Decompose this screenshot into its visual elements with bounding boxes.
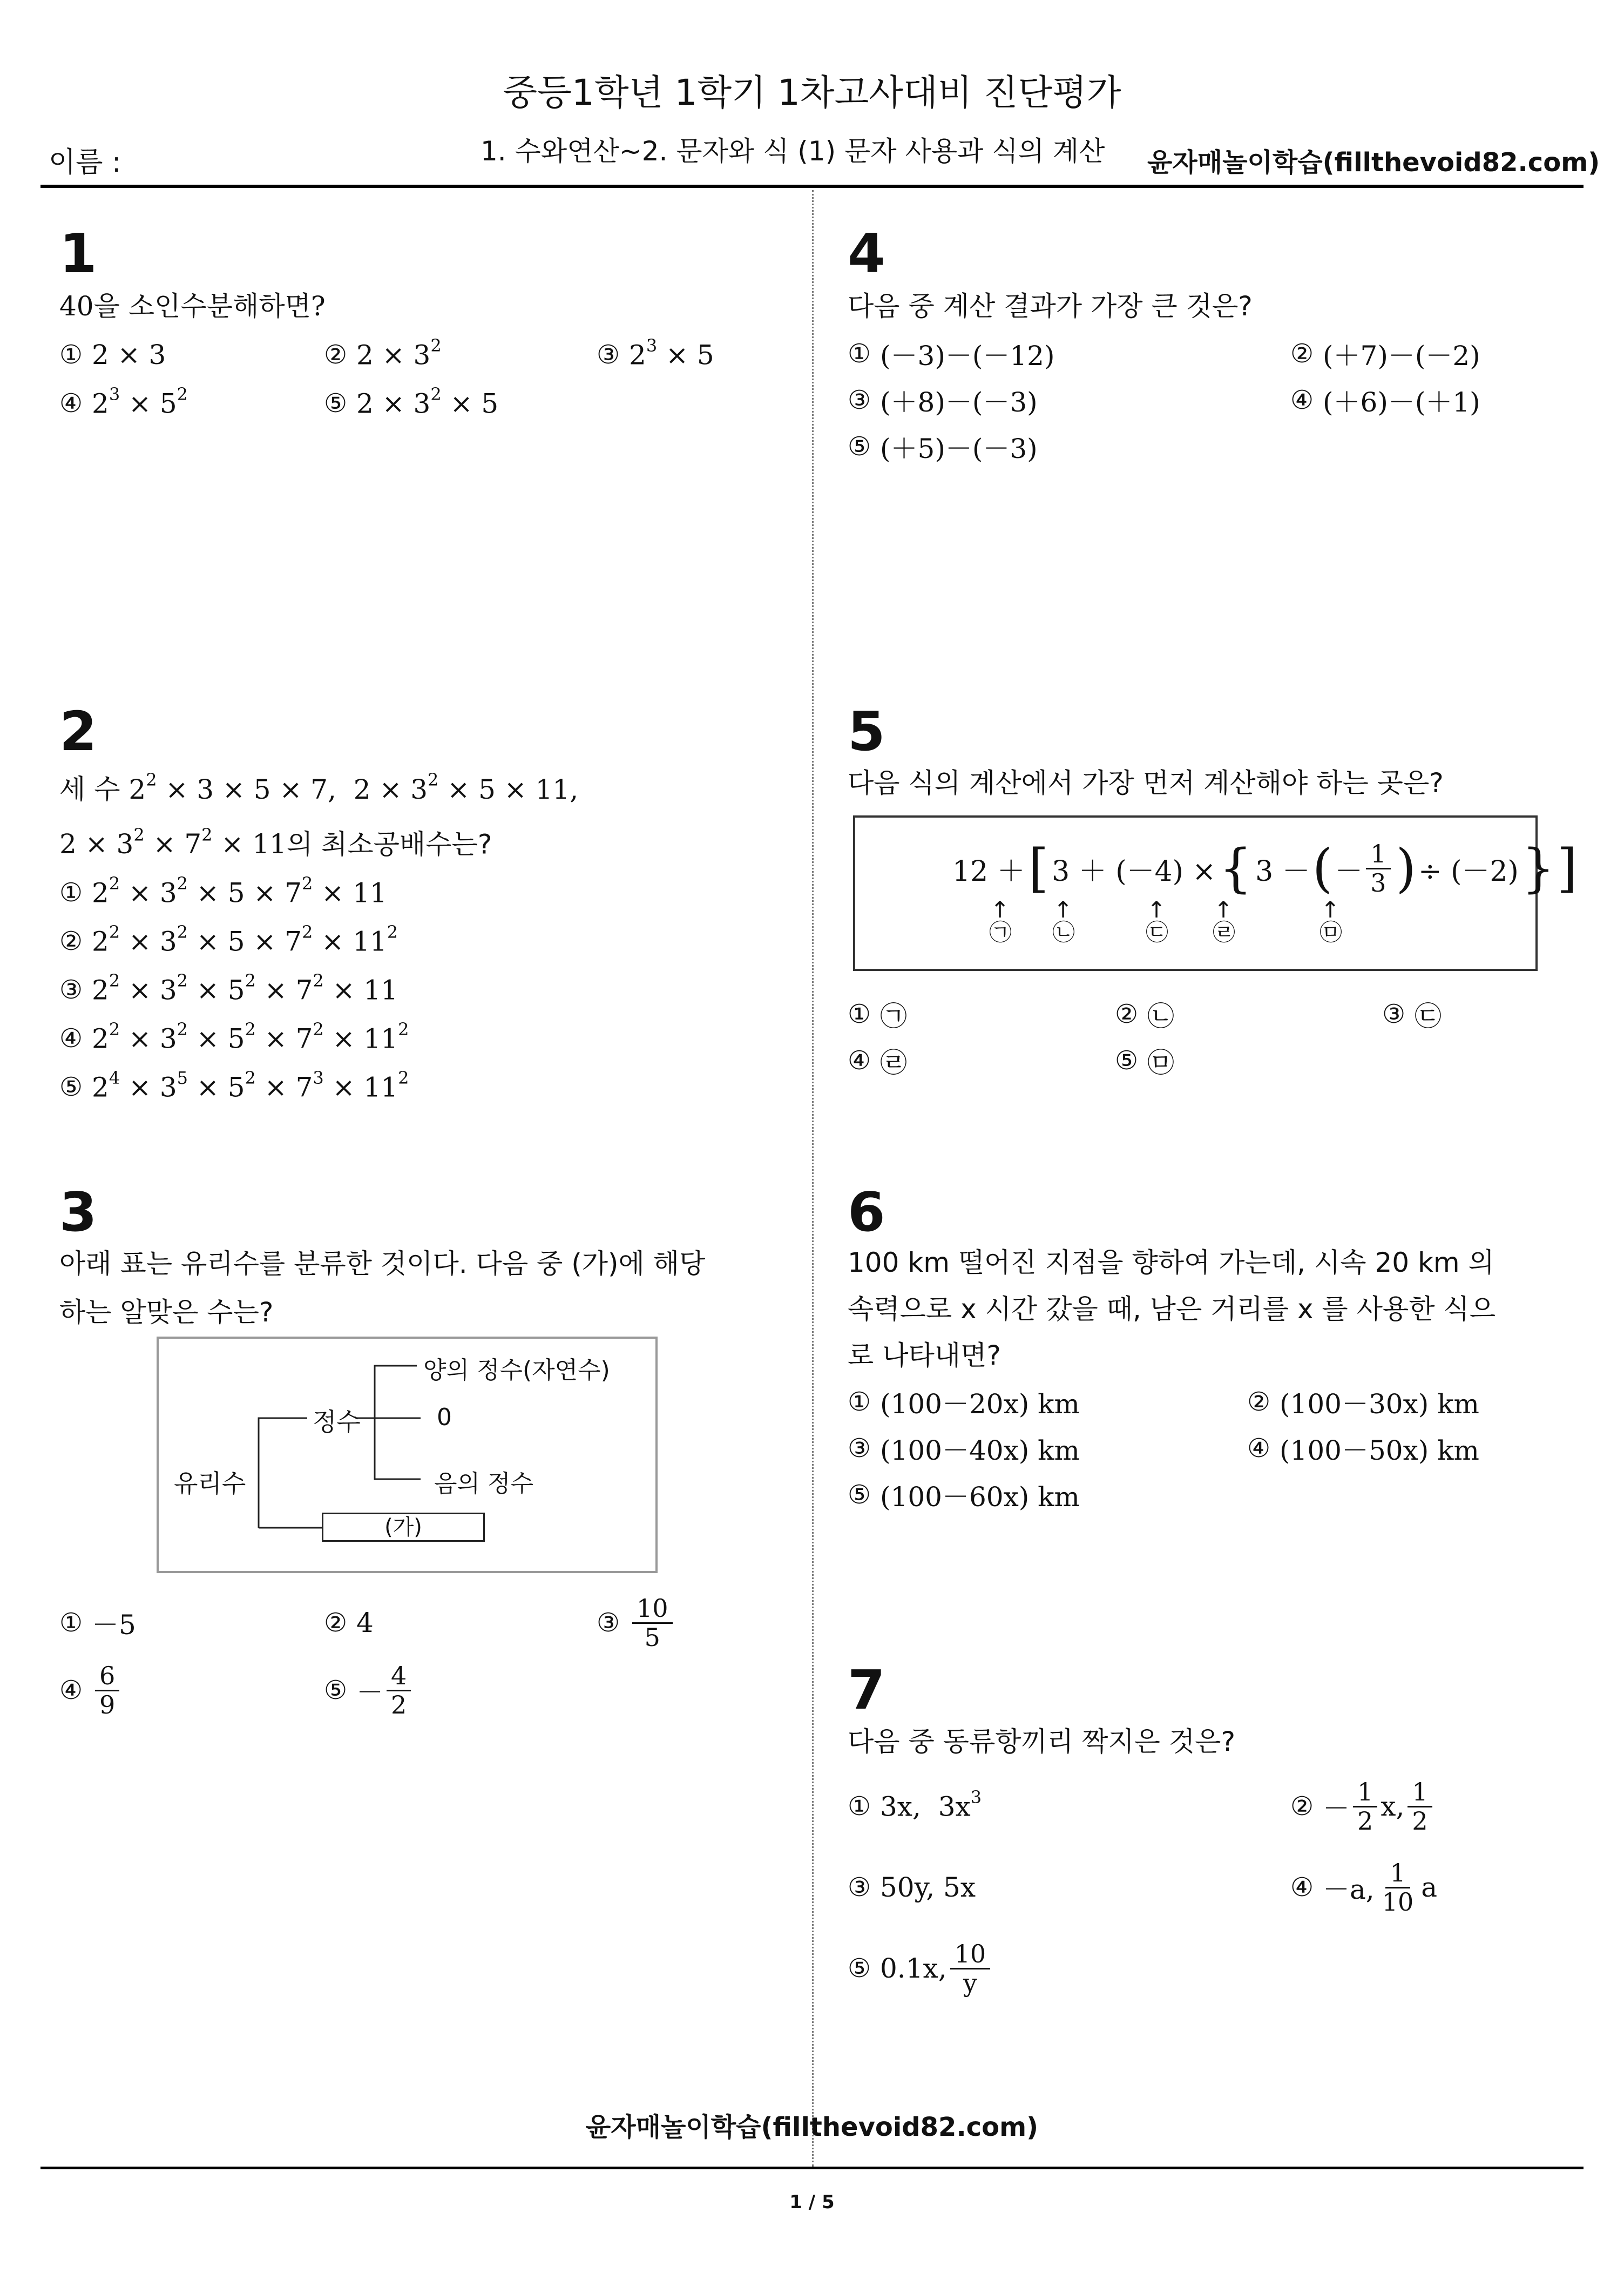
- question-text: 다음 식의 계산에서 가장 먼저 계산해야 하는 곳은?: [848, 767, 1444, 799]
- question-text: 다음 중 계산 결과가 가장 큰 것은?: [848, 291, 1253, 322]
- arrow-label-1: ↑ ㉠: [989, 896, 1012, 946]
- question-number: 7: [848, 1658, 885, 1722]
- options-row: [848, 330, 1480, 377]
- question-2: [59, 700, 579, 1111]
- option-3[interactable]: ③ (＋8)－(－3): [848, 385, 1038, 418]
- question-number: 3: [59, 1181, 97, 1244]
- node-positive-integer: 양의 정수(자연수): [423, 1357, 610, 1384]
- option-3[interactable]: ③ ㉢: [1382, 999, 1442, 1032]
- option-2[interactable]: ② － $\frac{1}{2}$ x, $\frac{1}{2}$: [1290, 1778, 1436, 1834]
- question-7: [848, 1658, 1438, 2009]
- option-5[interactable]: ⑤ (100－60x) km: [848, 1480, 1080, 1513]
- question-text-line2: 하는 알맞은 수는?: [59, 1297, 274, 1328]
- question-number: 1: [59, 222, 97, 285]
- option-4[interactable]: ④ $\frac{6}{9}$: [59, 1662, 324, 1718]
- option-2[interactable]: ② (＋7)－(－2): [1290, 339, 1480, 372]
- question-text: 40을 소인수분해하면?: [59, 291, 326, 322]
- question-4: [848, 222, 1480, 470]
- option-2[interactable]: ② (100－30x) km: [1247, 1387, 1479, 1420]
- options-row: [848, 1379, 1496, 1425]
- options-row: [848, 1425, 1496, 1472]
- page-number: 1 / 5: [789, 2191, 835, 2213]
- column-divider: [812, 190, 814, 2167]
- question-5-options: [848, 991, 1442, 1084]
- option-2[interactable]: ② 4: [324, 1607, 374, 1638]
- option-4[interactable]: ④ ㉣: [848, 1045, 907, 1078]
- expression: 12 ＋ [ 3 ＋ (－4) × { 3 － ( － $\frac{1}{3}$ ) ÷ (－2) } ]: [952, 838, 1578, 899]
- option-3[interactable]: ③ 50y, 5x: [848, 1872, 976, 1903]
- node-negative-integer: 음의 정수: [434, 1470, 534, 1497]
- question-number: 5: [848, 700, 885, 763]
- options-row: [848, 377, 1480, 423]
- brand-header: 윤자매놀이학습(fillthevoid82.com): [1147, 147, 1600, 178]
- question-3-options: [59, 1590, 676, 1725]
- question-number: 4: [848, 222, 885, 285]
- options-row: [848, 1766, 1437, 1847]
- option-5[interactable]: ⑤ $2 \times 3^2 \times 5$: [324, 384, 499, 420]
- option-2[interactable]: ② $2 \times 3^2$: [324, 335, 442, 371]
- arrow-label-2: ↑ ㉡: [1052, 896, 1075, 946]
- option-1[interactable]: ① (－3)－(－12): [848, 339, 1055, 372]
- node-integer: 정수: [313, 1407, 361, 1436]
- question-text-line3: 로 나타내면?: [848, 1340, 1001, 1371]
- option-3[interactable]: ③ $2^2 \times 3^2 \times 5^2 \times 7^2 \times 11$: [59, 970, 398, 1007]
- node-blank-ga: (가): [322, 1513, 485, 1542]
- option-5[interactable]: ⑤ ㉤: [1115, 1045, 1174, 1078]
- option-2[interactable]: ② $2^2 \times 3^2 \times 5 \times 7^2 \times 11^2$: [59, 922, 398, 958]
- name-label: 이름 :: [49, 146, 121, 179]
- page-title: 중등1학년 1학기 1차고사대비 진단평가: [503, 72, 1121, 113]
- arrow-label-4: ↑ ㉣: [1213, 896, 1236, 946]
- options-row: [59, 1590, 676, 1655]
- question-text-line1: 세 수 $2^2 \times 3 \times 5 \times 7$, $2 \times 3^2 \times 5 \times 11$,: [59, 770, 579, 805]
- options-row: [59, 379, 714, 428]
- options-row: [59, 330, 714, 379]
- question-6: [848, 1181, 1496, 1518]
- option-5[interactable]: ⑤ (＋5)－(－3): [848, 431, 1038, 464]
- option-1[interactable]: ① ㉠: [848, 999, 907, 1032]
- question-number: 6: [848, 1181, 885, 1244]
- question-1: [59, 222, 714, 428]
- option-4[interactable]: ④ $2^2 \times 3^2 \times 5^2 \times 7^2 \times 11^2$: [59, 1019, 409, 1055]
- option-4[interactable]: ④ (＋6)－(＋1): [1290, 385, 1480, 418]
- question-text-line1: 100 km 떨어진 지점을 향하여 가는데, 시속 20 km 의: [848, 1247, 1494, 1278]
- option-1[interactable]: ① $2^2 \times 3^2 \times 5 \times 7^2 \times 11$: [59, 873, 387, 909]
- page-subtitle: 1. 수와연산~2. 문자와 식 (1) 문자 사용과 식의 계산: [481, 136, 1105, 167]
- options-row: [848, 1037, 1442, 1084]
- question-5: [848, 700, 1444, 807]
- option-4[interactable]: ④ (100－50x) km: [1247, 1433, 1479, 1466]
- option-3[interactable]: ③ $\frac{10}{5}$: [597, 1595, 676, 1651]
- arrow-label-5: ↑ ㉤: [1320, 896, 1343, 946]
- question-text-line1: 아래 표는 유리수를 분류한 것이다. 다음 중 (가)에 해당: [59, 1248, 706, 1279]
- option-5[interactable]: ⑤ 0.1x, $\frac{10}{y}$: [848, 1928, 1437, 2009]
- arrow-label-3: ↑ ㉢: [1146, 896, 1169, 946]
- classification-diagram: [157, 1337, 658, 1573]
- options-row: [848, 991, 1442, 1037]
- option-2[interactable]: ② ㉡: [1115, 999, 1174, 1032]
- brand-footer: 윤자매놀이학습(fillthevoid82.com): [585, 2112, 1039, 2142]
- header-rule: [40, 185, 1584, 188]
- option-3[interactable]: ③ $2^3 \times 5$: [597, 335, 714, 371]
- option-4[interactable]: ④ －a, $\frac{1}{10}$ a: [1290, 1858, 1438, 1917]
- option-4[interactable]: ④ $2^3 \times 5^2$: [59, 384, 188, 420]
- node-zero: 0: [437, 1404, 452, 1431]
- option-1[interactable]: ① 3x, $3x^3$: [848, 1787, 982, 1823]
- option-3[interactable]: ③ (100－40x) km: [848, 1433, 1080, 1466]
- option-1[interactable]: ① －5: [59, 1608, 136, 1641]
- options-row: [848, 1847, 1437, 1928]
- option-1[interactable]: ① (100－20x) km: [848, 1387, 1080, 1420]
- option-1[interactable]: ① 2 × 3: [59, 339, 166, 370]
- question-number: 2: [59, 700, 97, 763]
- question-text-line2: 속력으로 x 시간 갔을 때, 남은 거리를 x 를 사용한 식으: [848, 1293, 1496, 1325]
- question-text: 다음 중 동류항끼리 짝지은 것은?: [848, 1726, 1236, 1757]
- option-5[interactable]: ⑤ $2^4 \times 3^5 \times 5^2 \times 7^3 \times 11^2$: [59, 1068, 409, 1104]
- options-row: [59, 1655, 676, 1725]
- node-rational: 유리수: [174, 1469, 246, 1498]
- option-5[interactable]: ⑤ － $\frac{4}{2}$: [324, 1662, 414, 1718]
- question-3: [59, 1181, 706, 1337]
- footer-rule: [40, 2167, 1584, 2169]
- question-text-line2: $2 \times 3^2 \times 7^2 \times 11$의 최소공배수는?: [59, 824, 492, 860]
- expression-box: [853, 815, 1578, 971]
